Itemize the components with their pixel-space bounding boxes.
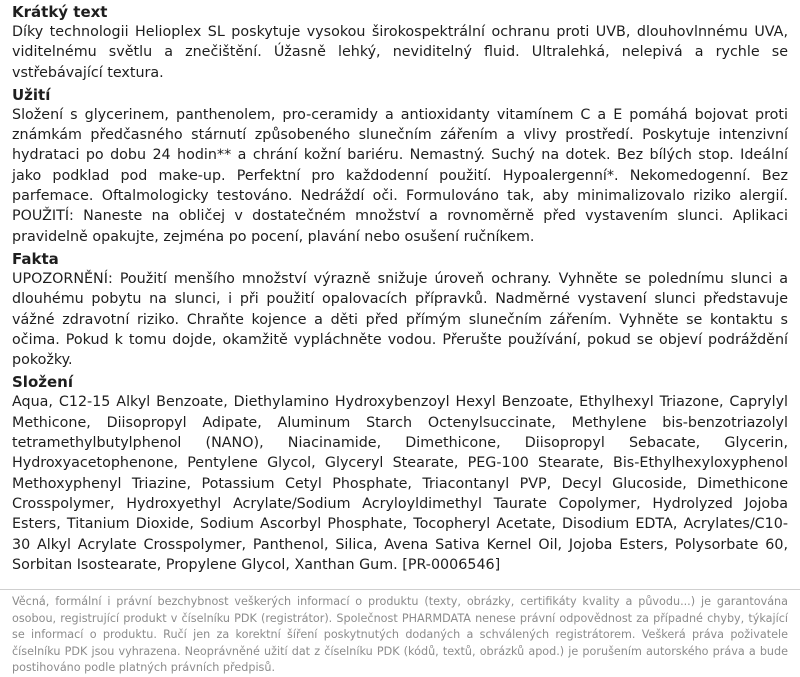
section-text: Složení s glycerinem, panthenolem, pro-ceramidy a antioxidanty vitamínem C a E pomáhá bojovat proti známkám předčasného stárnutí způsobeného slunečním zářením a vlivy prostředí. Poskytuje intenzivní hydrataci po dobu 24 hodin** a chrání kožní bariéru. Nemastný. Suchý na dotek. Bez bílých stop. Ideální jako podklad pod make-up. Perfektní pro každodenní použití. Hypoalergenní*. Nekomedogenní. Bez parfemace. Oftalmologicky testováno. Nedráždí oči. Formulováno tak, aby minimalizovalo riziko alergií. POUŽITÍ: Naneste na obličej v dostatečném množství a rovnoměrně před vystavením slunci. Aplikaci pravidelně opakujte, zejména po pocení, plavání nebo osušení ručníkem. [12,106,788,245]
section-title: Krátký text [12,3,108,21]
section-title: Fakta [12,249,59,268]
product-info [12,0,788,575]
section-text: UPOZORNĚNÍ: Použití menšího množství výrazně snižuje úroveň ochrany. Vyhněte se polednímu slunci a dlouhému pobytu na slunci, i při použití opalovacích přípravků. Nadměrné vystavení slunci představuje vážné zdravotní riziko. Chraňte kojence a děti před přímým slunečním zářením. Vyhněte se kontaktu s očima. Pokud k tomu dojde, okamžitě vypláchněte vodou. Přerušte používání, pokud se objeví podráždění pokožky. [12,270,788,369]
section-facts [12,247,788,370]
section-ingredients [12,370,788,575]
section-text: Díky technologii Helioplex SL poskytuje vysokou širokospektrální ochranu proti UVB, dlouhovlnnému UVA, viditelnému světlu a znečištění. Úžasně lehký, neviditelný fluid. Ultralehká, nelepivá a rychle se vstřebávající textura. [12,24,788,81]
section-short-text [12,0,788,83]
legal-disclaimer: Věcná, formální i právní bezchybnost veškerých informací o produktu (texty, obrázky, certifikáty kvality a původu...) je garantována osobou, registrující produkt v číselníku PDK (registrátor). Společnost PHARMDATA nenese právní odpovědnost za případné chyby, týkající se informací o produktu. Ručí jen za korektní šíření poskytnutých dodaných a schválených registrátorem. Veškerá práva poživatele číselníku PDK jsou vyhrazena. Neoprávněné užití dat z číselníku PDK (kódů, textů, obrázků apod.) je porušením autorského práva a bude postihováno podle platných právních předpisů. [12,595,788,674]
section-text: Aqua, C12-15 Alkyl Benzoate, Diethylamino Hydroxybenzoyl Hexyl Benzoate, Ethylhexyl Triazone, Caprylyl Methicone, Diisopropyl Adipate, Aluminum Starch Octenylsuccinate, Methylene bis-benzotriazolyl tetramethylbutylphenol (NANO), Niacinamide, Dimethicone, Diisopropyl Sebacate, Glycerin, Hydroxyacetophenone, Pentylene Glycol, Glyceryl Stearate, PEG-100 Stearate, Bis-Ethylhexyloxyphenol Methoxyphenyl Triazine, Potassium Cetyl Phosphate, Triacontanyl PVP, Decyl Glucoside, Dimethicone Crosspolymer, Hydroxyethyl Acrylate/Sodium Acryloyldimethyl Taurate Copolymer, Hydrolyzed Jojoba Esters, Titanium Dioxide, Sodium Ascorbyl Phosphate, Tocopheryl Acetate, Disodium EDTA, Acrylates/C10-30 Alkyl Acrylate Crosspolymer, Panthenol, Silica, Avena Sativa Kernel Oil, Jojoba Esters, Polysorbate 60, Sorbitan Isostearate, Propylene Glycol, Xanthan Gum. [PR-0006546] [12,394,788,573]
section-usage [12,83,788,247]
section-title: Užití [12,85,51,104]
divider [0,589,800,590]
section-title: Složení [12,373,73,392]
